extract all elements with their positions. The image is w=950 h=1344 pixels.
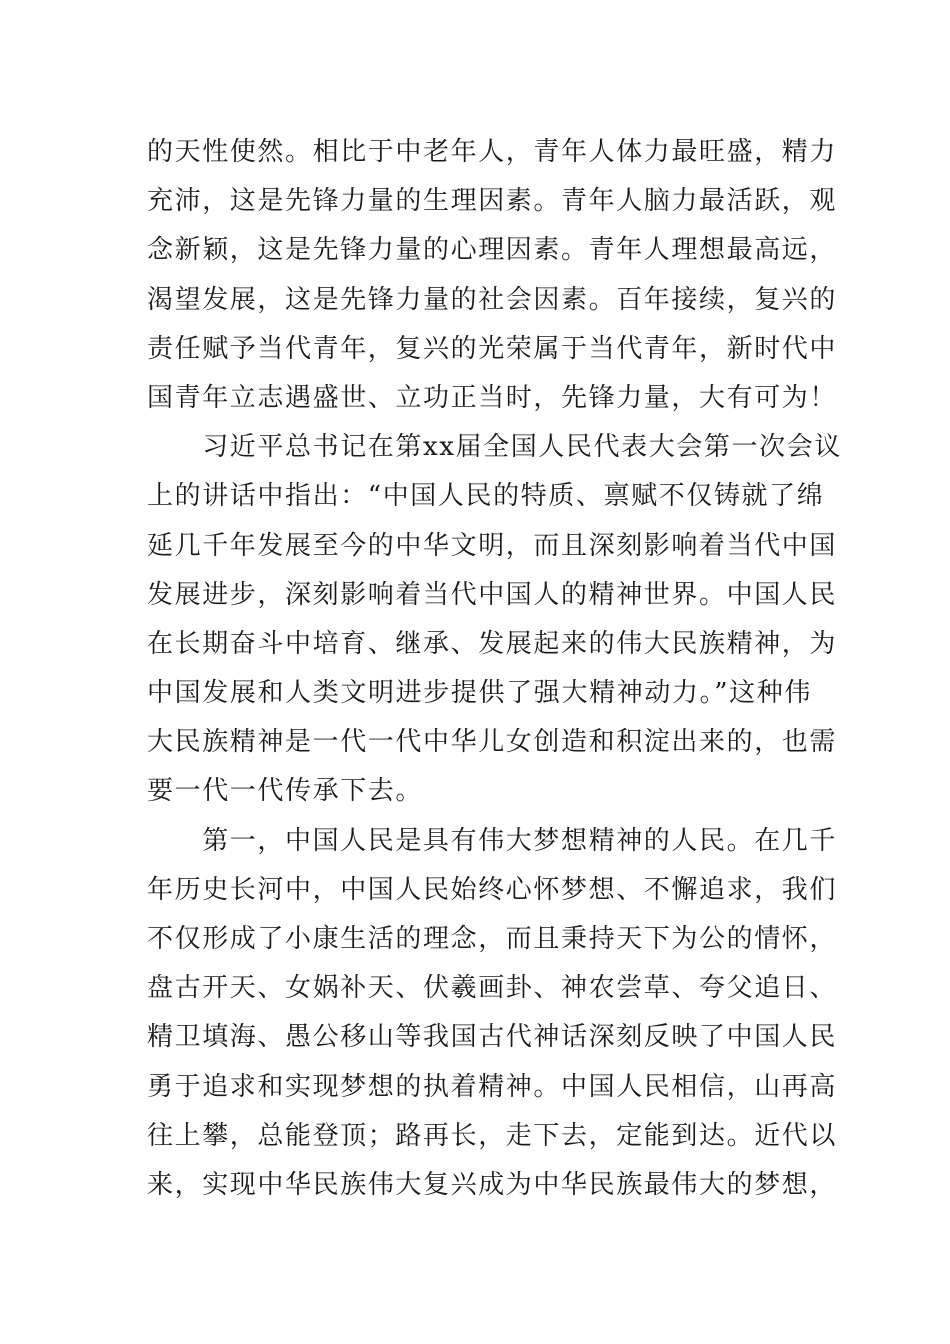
text-line: 习近平总书记在第xx届全国人民代表大会第一次会议: [147, 432, 842, 463]
text-line: 上的讲话中指出：“中国人民的特质、禀赋不仅铸就了绵: [147, 481, 825, 512]
body-text: [147, 128, 842, 1210]
text-line: 延几千年发展至今的中华文明，而且深刻影响着当代中国: [147, 530, 838, 561]
text-line: 要一代一代传承下去。: [147, 776, 424, 807]
text-line: 的天性使然。相比于中老年人，青年人体力最旺盛，精力: [147, 137, 838, 167]
text-line: 发展进步，深刻影响着当代中国人的精神世界。中国人民: [147, 579, 838, 610]
text-line: 中国发展和人类文明进步提供了强大精神动力。”这种伟: [147, 678, 812, 709]
text-line: 在长期奋斗中培育、继承、发展起来的伟大民族精神，为: [147, 628, 838, 659]
text-line: 第一，中国人民是具有伟大梦想精神的人民。在几千: [147, 825, 838, 856]
text-line: 国青年立志遇盛世、立功正当时，先锋力量，大有可为！: [147, 382, 838, 413]
text-line: 精卫填海、愚公移山等我国古代神话深刻反映了中国人民: [147, 1022, 838, 1053]
text-line: 充沛，这是先锋力量的生理因素。青年人脑力最活跃，观: [147, 186, 838, 217]
text-line: 渴望发展，这是先锋力量的社会因素。百年接续，复兴的: [147, 284, 838, 315]
text-line: 年历史长河中，中国人民始终心怀梦想、不懈追求，我们: [147, 874, 838, 905]
text-line: 盘古开天、女娲补天、伏羲画卦、神农尝草、夸父追日、: [147, 973, 838, 1004]
text-line: 来，实现中华民族伟大复兴成为中华民族最伟大的梦想，: [147, 1169, 838, 1200]
text-line: 往上攀，总能登顶；路再长，走下去，定能到达。近代以: [147, 1120, 838, 1151]
text-line: 念新颖，这是先锋力量的心理因素。青年人理想最高远，: [147, 235, 838, 266]
text-line: 不仅形成了小康生活的理念，而且秉持天下为公的情怀，: [147, 924, 838, 954]
text-line: 责任赋予当代青年，复兴的光荣属于当代青年，新时代中: [147, 333, 838, 364]
text-line: 勇于追求和实现梦想的执着精神。中国人民相信，山再高: [147, 1071, 838, 1102]
text-line: 大民族精神是一代一代中华儿女创造和积淀出来的，也需: [147, 727, 838, 758]
